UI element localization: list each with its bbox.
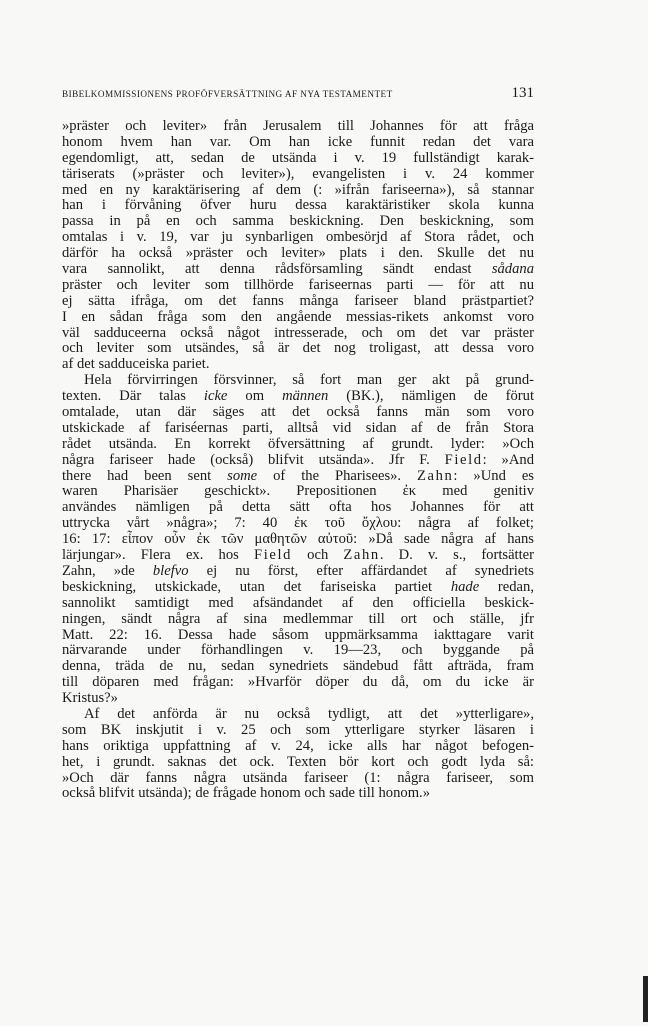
body-text (62, 119, 534, 802)
spaced-name: Field (254, 547, 292, 564)
text-line: egendomligt, att, sedan de utsända i v. 19 fullständigt karak- (62, 149, 534, 166)
text-line: några fariseer hade (också) blifvit utsända». Jfr F. Field: »And (62, 451, 534, 468)
text-line: denna, träda de nu, sedan synedriets sändebud fått afträda, fram (62, 658, 534, 675)
emphasis: männen (282, 388, 329, 405)
text-line: Zahn, »de blefvo ej nu först, efter affärdandet af synedriets (62, 562, 534, 579)
text-line: också blifvit utsända); de frågade honom och sade till honom.» (62, 785, 430, 802)
text-line: omtalade, utan där säges att det också fanns män som voro (62, 404, 534, 421)
paragraph-start-line: Af det anförda är nu också tydligt, att det »ytterligare», (84, 705, 534, 722)
text-line: ningen, sändt några af sina medlemmar till ort och ställe, jfr (62, 610, 534, 627)
text-line: väl sadduceerna också något intresserade, och om det var präster (62, 324, 534, 341)
text-line: »Och där fanns några utsända fariseer (1: några fariseer, som (62, 769, 534, 786)
text-line: utskickade af fariséernas parti, alltså vid sidan af de från Stora (62, 419, 534, 436)
text-line: till döparen med frågan: »Hvarför döper du då, om du icke är (62, 674, 534, 691)
text-line: rådet utsända. En korrekt öfversättning af grundt. lyder: »Och (62, 435, 534, 452)
text-line: sannolikt samtidigt med afsändandet af den officiella beskick- (62, 594, 534, 611)
emphasis: sådana (491, 261, 534, 278)
text-line: beskickning, utskickade, utan det fariseiska partiet hade redan, (62, 578, 534, 595)
emphasis: some (227, 467, 258, 484)
text-line: Matt. 22: 16. Dessa hade såsom uppmärksamma iakttagare varit (62, 626, 534, 643)
text-line: vara sannolikt, att denna rådsförsamling sändt endast sådana (62, 261, 534, 278)
text-line: han i förvåning öfver huru dessa karaktäristiker skola kunna (62, 197, 534, 214)
text-line: texten. Där talas icke om männen (BK.), nämligen de förut (62, 388, 534, 405)
text-line: närvarande under förhandlingen v. 19—23, och byggande på (62, 642, 534, 659)
scan-edge-mark (643, 976, 648, 1022)
text-line: ej sätta ifråga, om det fanns många fariseer bland prästpartiet? (62, 292, 534, 309)
text-line: honom hvem han var. Om han icke funnit redan det vara (62, 133, 534, 150)
text-line: hans oriktiga uppfattning af v. 24, icke alls har något befogen- (62, 737, 534, 754)
text-line: täriserats (»präster och leviter»), evangelisten i v. 24 kommer (62, 165, 534, 182)
text-line: omtalas i v. 19, var ju synbarligen ombesörjd af Stora rådet, och (62, 229, 534, 246)
text-line: lärjungar». Flera ex. hos Field och Zahn. D. v. s., fortsätter (62, 547, 534, 564)
emphasis: icke (203, 388, 228, 405)
emphasis: hade (450, 578, 480, 595)
text-line: passa in på en och samma beskickning. Den beskickning, som (62, 213, 534, 230)
spaced-name: Field (444, 451, 483, 468)
text-line: användes nämligen på detta sätt ofta hos Johannes för att (62, 499, 534, 516)
paragraph-end-line: af det sadduceiska pariet. (62, 356, 210, 373)
spaced-name: Zahn (343, 547, 380, 564)
text-line: 16: 17: εἶπον οὖν ἐκ τῶν μαθητῶν αὐτοῦ: »Då sade några af hans (62, 531, 534, 548)
text-line: waren Pharisäer geschickt». Prepositionen ἐκ med genitiv (62, 483, 534, 500)
text-line: som BK inskjutit i v. 25 och som ytterligare styrker läsaren i (62, 721, 534, 738)
emphasis: blefvo (152, 562, 189, 579)
text-line: het, i grundt. saknas det ock. Texten bör kort och godt lyda så: (62, 753, 534, 770)
text-line: med en ny karaktärisering af dem (: »ifrån fariseerna»), så stannar (62, 181, 534, 198)
text-line: därför ha också »präster och leviter» plats i den. Skulle det nu (62, 245, 534, 262)
page-number: 131 (511, 85, 534, 101)
text-line: there had been sent some of the Pharisees». Zahn: »Und es (62, 467, 534, 484)
text-line: uttrycka vårt »några»; 7: 40 ἐκ τοῦ ὄχλου: några af folket; (62, 515, 534, 532)
text-line: »präster och leviter» från Jerusalem till Johannes för att fråga (62, 118, 534, 134)
paragraph-start-line: Hela förvirringen försvinner, så fort man ger akt på grund- (84, 372, 534, 389)
running-head: BIBELKOMMISSIONENS PROFÖFVERSÄTTNING AF NYA TESTAMENTET (62, 89, 393, 99)
page-header (62, 86, 534, 102)
spaced-name: Zahn (417, 467, 454, 484)
text-line: och leviter som utsändes, så är det nog troligast, att dessa voro (62, 340, 534, 357)
paragraph-end-line: Kristus?» (62, 690, 118, 707)
text-line: präster och leviter som tillhörde fariseernas parti — för att nu (62, 276, 534, 293)
text-line: I en sådan fråga som den angående messias-rikets ankomst voro (62, 308, 534, 325)
